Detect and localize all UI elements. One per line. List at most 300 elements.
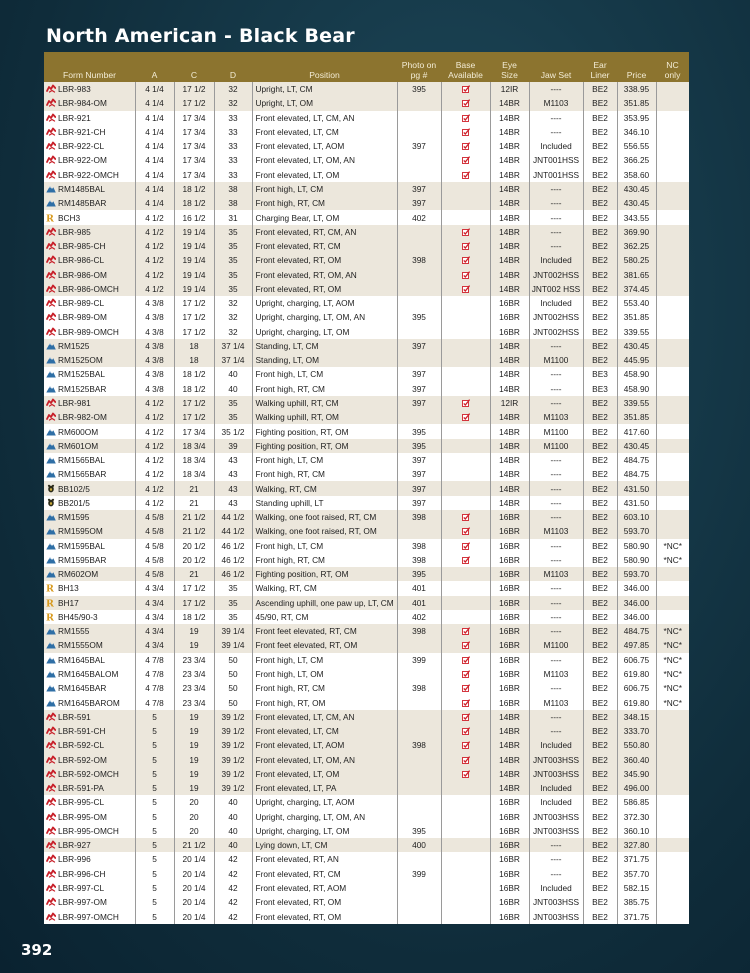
dim-a: 4 1/2 xyxy=(135,225,174,239)
form-number: LBR-995-OM xyxy=(58,811,107,822)
form-number: LBR-921-CH xyxy=(58,126,106,137)
jaw-set: ---- xyxy=(529,82,583,96)
ear-liner: BE2 xyxy=(583,653,617,667)
page-number: 392 xyxy=(21,941,53,959)
dim-c: 20 1/2 xyxy=(174,539,214,553)
photo-page: 397 xyxy=(397,467,441,481)
ear-liner: BE2 xyxy=(583,125,617,139)
dim-a: 5 xyxy=(135,881,174,895)
photo-page: 402 xyxy=(397,210,441,224)
dim-d: 32 xyxy=(214,310,252,324)
dim-a: 4 1/2 xyxy=(135,239,174,253)
dim-c: 20 1/4 xyxy=(174,895,214,909)
photo-page: 395 xyxy=(397,310,441,324)
dim-c: 18 xyxy=(174,353,214,367)
table-row xyxy=(44,909,689,923)
form-number-cell xyxy=(44,267,135,281)
base-available-check-icon xyxy=(462,699,470,707)
nc-only: *NC* xyxy=(656,695,689,709)
position: Fighting position, RT, OM xyxy=(252,567,397,581)
form-number-cell xyxy=(44,596,135,610)
jaw-set: ---- xyxy=(529,396,583,410)
dim-d: 37 1/4 xyxy=(214,353,252,367)
photo-page xyxy=(397,225,441,239)
nc-only xyxy=(656,895,689,909)
dim-a: 5 xyxy=(135,738,174,752)
jaw-set: ---- xyxy=(529,111,583,125)
jaw-set: M1103 xyxy=(529,695,583,709)
position: Front high, RT, CM xyxy=(252,681,397,695)
jaw-set: JNT003HSS xyxy=(529,810,583,824)
nc-only xyxy=(656,524,689,538)
dim-a: 4 3/4 xyxy=(135,581,174,595)
form-number-cell xyxy=(44,439,135,453)
photo-page: 397 xyxy=(397,481,441,495)
nc-only xyxy=(656,610,689,624)
eye-size: 14BR xyxy=(490,239,529,253)
dim-c: 18 1/2 xyxy=(174,382,214,396)
form-number: RM1595BAL xyxy=(58,540,106,551)
dim-c: 21 xyxy=(174,481,214,495)
dim-c: 17 1/2 xyxy=(174,596,214,610)
price: 593.70 xyxy=(617,524,656,538)
base-available-check-icon xyxy=(462,741,470,749)
eye-size: 16BR xyxy=(490,325,529,339)
bh-logo-icon xyxy=(46,598,56,607)
base-available-check-icon xyxy=(462,727,470,735)
dim-a: 4 3/8 xyxy=(135,367,174,381)
dim-a: 4 1/2 xyxy=(135,282,174,296)
eye-size: 14BR xyxy=(490,111,529,125)
dim-d: 50 xyxy=(214,653,252,667)
ear-liner: BE2 xyxy=(583,581,617,595)
jaw-set: ---- xyxy=(529,653,583,667)
form-number-cell xyxy=(44,795,135,809)
header-ear-line1: Ear xyxy=(593,60,607,70)
base-available-check-icon xyxy=(462,627,470,635)
form-number: RM600OM xyxy=(58,426,99,437)
form-number-cell xyxy=(44,781,135,795)
price: 458.90 xyxy=(617,367,656,381)
ear-liner: BE2 xyxy=(583,139,617,153)
jaw-set: ---- xyxy=(529,125,583,139)
nc-only xyxy=(656,453,689,467)
eye-size: 16BR xyxy=(490,596,529,610)
form-number: LBR-591 xyxy=(58,711,91,722)
lbr-logo-icon xyxy=(46,912,56,921)
jaw-set: ---- xyxy=(529,496,583,510)
form-number-cell xyxy=(44,810,135,824)
dim-d: 39 1/2 xyxy=(214,738,252,752)
bh-logo-icon xyxy=(46,583,56,592)
dim-c: 21 xyxy=(174,567,214,581)
ear-liner: BE2 xyxy=(583,881,617,895)
eye-size: 14BR xyxy=(490,253,529,267)
nc-only xyxy=(656,795,689,809)
base-available xyxy=(441,881,490,895)
dim-a: 5 xyxy=(135,810,174,824)
form-number-cell xyxy=(44,396,135,410)
photo-page xyxy=(397,153,441,167)
table-row xyxy=(44,396,689,410)
table-row xyxy=(44,524,689,538)
ear-liner: BE2 xyxy=(583,610,617,624)
photo-page: 398 xyxy=(397,738,441,752)
jaw-set: JNT001HSS xyxy=(529,153,583,167)
rm-mountain-icon xyxy=(46,355,56,364)
bh-logo-icon xyxy=(46,213,56,222)
form-number: LBR-982-OM xyxy=(58,412,107,423)
nc-only xyxy=(656,253,689,267)
nc-only xyxy=(656,838,689,852)
form-number: RM1645BAL xyxy=(58,654,106,665)
form-number: BH17 xyxy=(58,597,79,608)
ear-liner: BE2 xyxy=(583,296,617,310)
eye-size: 14BR xyxy=(490,153,529,167)
eye-size: 14BR xyxy=(490,139,529,153)
price: 327.80 xyxy=(617,838,656,852)
eye-size: 16BR xyxy=(490,867,529,881)
form-number-cell xyxy=(44,282,135,296)
price: 353.95 xyxy=(617,111,656,125)
dim-c: 18 1/2 xyxy=(174,196,214,210)
dim-a: 4 3/8 xyxy=(135,339,174,353)
position: Standing uphill, LT xyxy=(252,496,397,510)
base-available xyxy=(441,111,490,125)
ear-liner: BE2 xyxy=(583,481,617,495)
dim-a: 4 1/2 xyxy=(135,410,174,424)
photo-page: 398 xyxy=(397,553,441,567)
dim-a: 4 5/8 xyxy=(135,524,174,538)
form-number-cell xyxy=(44,496,135,510)
header-photo-line1: Photo on xyxy=(401,60,437,70)
base-available xyxy=(441,467,490,481)
price: 351.85 xyxy=(617,410,656,424)
position: Standing, LT, CM xyxy=(252,339,397,353)
ear-liner: BE2 xyxy=(583,82,617,96)
dim-d: 42 xyxy=(214,909,252,923)
nc-only xyxy=(656,767,689,781)
price: 606.75 xyxy=(617,681,656,695)
jaw-set: M1103 xyxy=(529,96,583,110)
jaw-set: ---- xyxy=(529,453,583,467)
eye-size: 16BR xyxy=(490,681,529,695)
dim-c: 19 1/4 xyxy=(174,239,214,253)
header-eye-line2: Size xyxy=(501,70,518,80)
eye-size: 16BR xyxy=(490,524,529,538)
form-number-cell xyxy=(44,310,135,324)
position: Front high, RT, CM xyxy=(252,382,397,396)
eye-size: 14BR xyxy=(490,439,529,453)
black-bear-forms-table xyxy=(44,52,689,924)
table-row xyxy=(44,82,689,96)
svg-text:R: R xyxy=(46,597,54,607)
form-number-cell xyxy=(44,325,135,339)
base-available-check-icon xyxy=(462,756,470,764)
photo-page xyxy=(397,881,441,895)
ear-liner: BE2 xyxy=(583,810,617,824)
dim-c: 17 1/2 xyxy=(174,396,214,410)
lbr-logo-icon xyxy=(46,241,56,250)
price: 484.75 xyxy=(617,453,656,467)
jaw-set: ---- xyxy=(529,225,583,239)
eye-size: 16BR xyxy=(490,795,529,809)
jaw-set: ---- xyxy=(529,182,583,196)
ear-liner: BE2 xyxy=(583,838,617,852)
header-nc-only xyxy=(656,52,689,82)
base-available xyxy=(441,139,490,153)
jaw-set: ---- xyxy=(529,481,583,495)
lbr-logo-icon xyxy=(46,127,56,136)
lbr-logo-icon xyxy=(46,327,56,336)
position: Front high, LT, OM xyxy=(252,667,397,681)
eye-size: 14BR xyxy=(490,267,529,281)
dim-c: 23 3/4 xyxy=(174,667,214,681)
nc-only xyxy=(656,496,689,510)
base-available xyxy=(441,339,490,353)
position: Front elevated, RT, OM xyxy=(252,895,397,909)
lbr-logo-icon xyxy=(46,726,56,735)
dim-d: 44 1/2 xyxy=(214,524,252,538)
ear-liner: BE2 xyxy=(583,624,617,638)
ear-liner: BE2 xyxy=(583,738,617,752)
header-c: C xyxy=(174,52,214,82)
form-number-cell xyxy=(44,125,135,139)
base-available xyxy=(441,453,490,467)
dim-a: 4 1/4 xyxy=(135,168,174,182)
dim-d: 32 xyxy=(214,82,252,96)
dim-a: 4 1/2 xyxy=(135,439,174,453)
table-row xyxy=(44,453,689,467)
form-number: LBR-922-OM xyxy=(58,155,107,166)
dim-a: 4 7/8 xyxy=(135,667,174,681)
ear-liner: BE2 xyxy=(583,453,617,467)
jaw-set: ---- xyxy=(529,510,583,524)
jaw-set: Included xyxy=(529,795,583,809)
ear-liner: BE2 xyxy=(583,567,617,581)
ear-liner: BE2 xyxy=(583,225,617,239)
header-jaw-set: Jaw Set xyxy=(529,52,583,82)
price: 580.90 xyxy=(617,539,656,553)
form-number: LBR-986-CL xyxy=(58,255,105,266)
form-number: RM602OM xyxy=(58,569,99,580)
base-available xyxy=(441,767,490,781)
nc-only xyxy=(656,410,689,424)
header-nc-line2: only xyxy=(664,70,681,80)
base-available-check-icon xyxy=(462,128,470,136)
ear-liner: BE2 xyxy=(583,596,617,610)
price: 360.10 xyxy=(617,824,656,838)
dim-d: 35 xyxy=(214,239,252,253)
dim-a: 5 xyxy=(135,752,174,766)
lbr-logo-icon xyxy=(46,854,56,863)
form-number: LBR-995-OMCH xyxy=(58,825,119,836)
base-available xyxy=(441,824,490,838)
base-available xyxy=(441,125,490,139)
table-row xyxy=(44,239,689,253)
form-number-cell xyxy=(44,481,135,495)
nc-only xyxy=(656,738,689,752)
position: Front elevated, RT, CM xyxy=(252,239,397,253)
table-row xyxy=(44,367,689,381)
base-available xyxy=(441,239,490,253)
eye-size: 16BR xyxy=(490,539,529,553)
position: Charging Bear, LT, OM xyxy=(252,210,397,224)
position: Front elevated, LT, OM, AN xyxy=(252,752,397,766)
dim-d: 40 xyxy=(214,367,252,381)
dim-a: 4 3/8 xyxy=(135,325,174,339)
table-row xyxy=(44,510,689,524)
photo-page xyxy=(397,895,441,909)
ear-liner: BE2 xyxy=(583,553,617,567)
price: 351.85 xyxy=(617,310,656,324)
base-available xyxy=(441,724,490,738)
price: 550.80 xyxy=(617,738,656,752)
form-number: LBR-996 xyxy=(58,854,91,865)
base-available xyxy=(441,267,490,281)
table-row xyxy=(44,182,689,196)
dim-c: 17 3/4 xyxy=(174,153,214,167)
jaw-set: M1100 xyxy=(529,638,583,652)
form-number: LBR-921 xyxy=(58,112,91,123)
lbr-logo-icon xyxy=(46,869,56,878)
dim-c: 16 1/2 xyxy=(174,210,214,224)
eye-size: 16BR xyxy=(490,581,529,595)
position: Standing, LT, OM xyxy=(252,353,397,367)
ear-liner: BE2 xyxy=(583,867,617,881)
dim-a: 4 1/2 xyxy=(135,496,174,510)
form-number: RM1645BAR xyxy=(58,683,107,694)
table-row xyxy=(44,881,689,895)
lbr-logo-icon xyxy=(46,170,56,179)
photo-page xyxy=(397,667,441,681)
svg-text:R: R xyxy=(46,612,54,621)
photo-page: 397 xyxy=(397,339,441,353)
dim-d: 39 1/2 xyxy=(214,710,252,724)
dim-d: 42 xyxy=(214,895,252,909)
dim-d: 39 1/2 xyxy=(214,752,252,766)
position: Walking uphill, RT, CM xyxy=(252,396,397,410)
position: Fighting position, RT, OM xyxy=(252,424,397,438)
price: 431.50 xyxy=(617,481,656,495)
dim-d: 46 1/2 xyxy=(214,553,252,567)
dim-c: 19 1/4 xyxy=(174,282,214,296)
dim-a: 4 3/4 xyxy=(135,610,174,624)
photo-page xyxy=(397,795,441,809)
photo-page xyxy=(397,524,441,538)
form-number: RM1645BALOM xyxy=(58,669,119,680)
base-available-check-icon xyxy=(462,156,470,164)
lbr-logo-icon xyxy=(46,298,56,307)
form-number: LBR-981 xyxy=(58,397,91,408)
base-available-check-icon xyxy=(462,542,470,550)
price: 366.25 xyxy=(617,153,656,167)
header-d: D xyxy=(214,52,252,82)
nc-only xyxy=(656,396,689,410)
dim-a: 4 1/4 xyxy=(135,182,174,196)
nc-only xyxy=(656,339,689,353)
table-row xyxy=(44,767,689,781)
table-row xyxy=(44,196,689,210)
position: Front elevated, LT, CM, AN xyxy=(252,710,397,724)
dim-c: 19 xyxy=(174,724,214,738)
table-row xyxy=(44,139,689,153)
lbr-logo-icon xyxy=(46,840,56,849)
form-number: LBR-922-CL xyxy=(58,141,105,152)
ear-liner: BE2 xyxy=(583,852,617,866)
header-ear-line2: Liner xyxy=(590,70,610,80)
nc-only xyxy=(656,567,689,581)
rm-mountain-icon xyxy=(46,455,56,464)
eye-size: 16BR xyxy=(490,310,529,324)
lbr-logo-icon xyxy=(46,783,56,792)
base-available xyxy=(441,539,490,553)
ear-liner: BE2 xyxy=(583,111,617,125)
photo-page xyxy=(397,695,441,709)
nc-only xyxy=(656,467,689,481)
lbr-logo-icon xyxy=(46,284,56,293)
form-number: LBR-984-OM xyxy=(58,98,107,109)
position: Front elevated, LT, OM xyxy=(252,168,397,182)
position: Walking, RT, CM xyxy=(252,581,397,595)
ear-liner: BE2 xyxy=(583,752,617,766)
form-number: LBR-591-PA xyxy=(58,783,104,794)
table-row xyxy=(44,210,689,224)
form-number: RM1525 xyxy=(58,340,90,351)
form-number-cell xyxy=(44,367,135,381)
dim-d: 31 xyxy=(214,210,252,224)
dim-c: 18 3/4 xyxy=(174,439,214,453)
form-number-cell xyxy=(44,539,135,553)
nc-only xyxy=(656,481,689,495)
eye-size: 16BR xyxy=(490,667,529,681)
photo-page xyxy=(397,325,441,339)
base-available xyxy=(441,410,490,424)
ear-liner: BE2 xyxy=(583,467,617,481)
eye-size: 14BR xyxy=(490,168,529,182)
table-row xyxy=(44,96,689,110)
jaw-set: ---- xyxy=(529,710,583,724)
table-row xyxy=(44,481,689,495)
photo-page xyxy=(397,710,441,724)
eye-size: 16BR xyxy=(490,852,529,866)
table-row xyxy=(44,852,689,866)
ear-liner: BE2 xyxy=(583,210,617,224)
table-row xyxy=(44,310,689,324)
base-available xyxy=(441,810,490,824)
position: Walking, one foot raised, RT, CM xyxy=(252,510,397,524)
photo-page: 399 xyxy=(397,653,441,667)
table-row xyxy=(44,710,689,724)
dim-c: 18 1/2 xyxy=(174,182,214,196)
dim-a: 5 xyxy=(135,767,174,781)
base-available xyxy=(441,838,490,852)
table-row xyxy=(44,653,689,667)
dim-c: 18 3/4 xyxy=(174,453,214,467)
price: 338.95 xyxy=(617,82,656,96)
eye-size: 14BR xyxy=(490,367,529,381)
table-row xyxy=(44,581,689,595)
photo-page: 397 xyxy=(397,396,441,410)
form-number-cell xyxy=(44,111,135,125)
form-number-cell xyxy=(44,210,135,224)
nc-only xyxy=(656,710,689,724)
table-row xyxy=(44,596,689,610)
base-available-check-icon xyxy=(462,399,470,407)
header-ear-liner xyxy=(583,52,617,82)
base-available xyxy=(441,253,490,267)
dim-d: 32 xyxy=(214,296,252,310)
